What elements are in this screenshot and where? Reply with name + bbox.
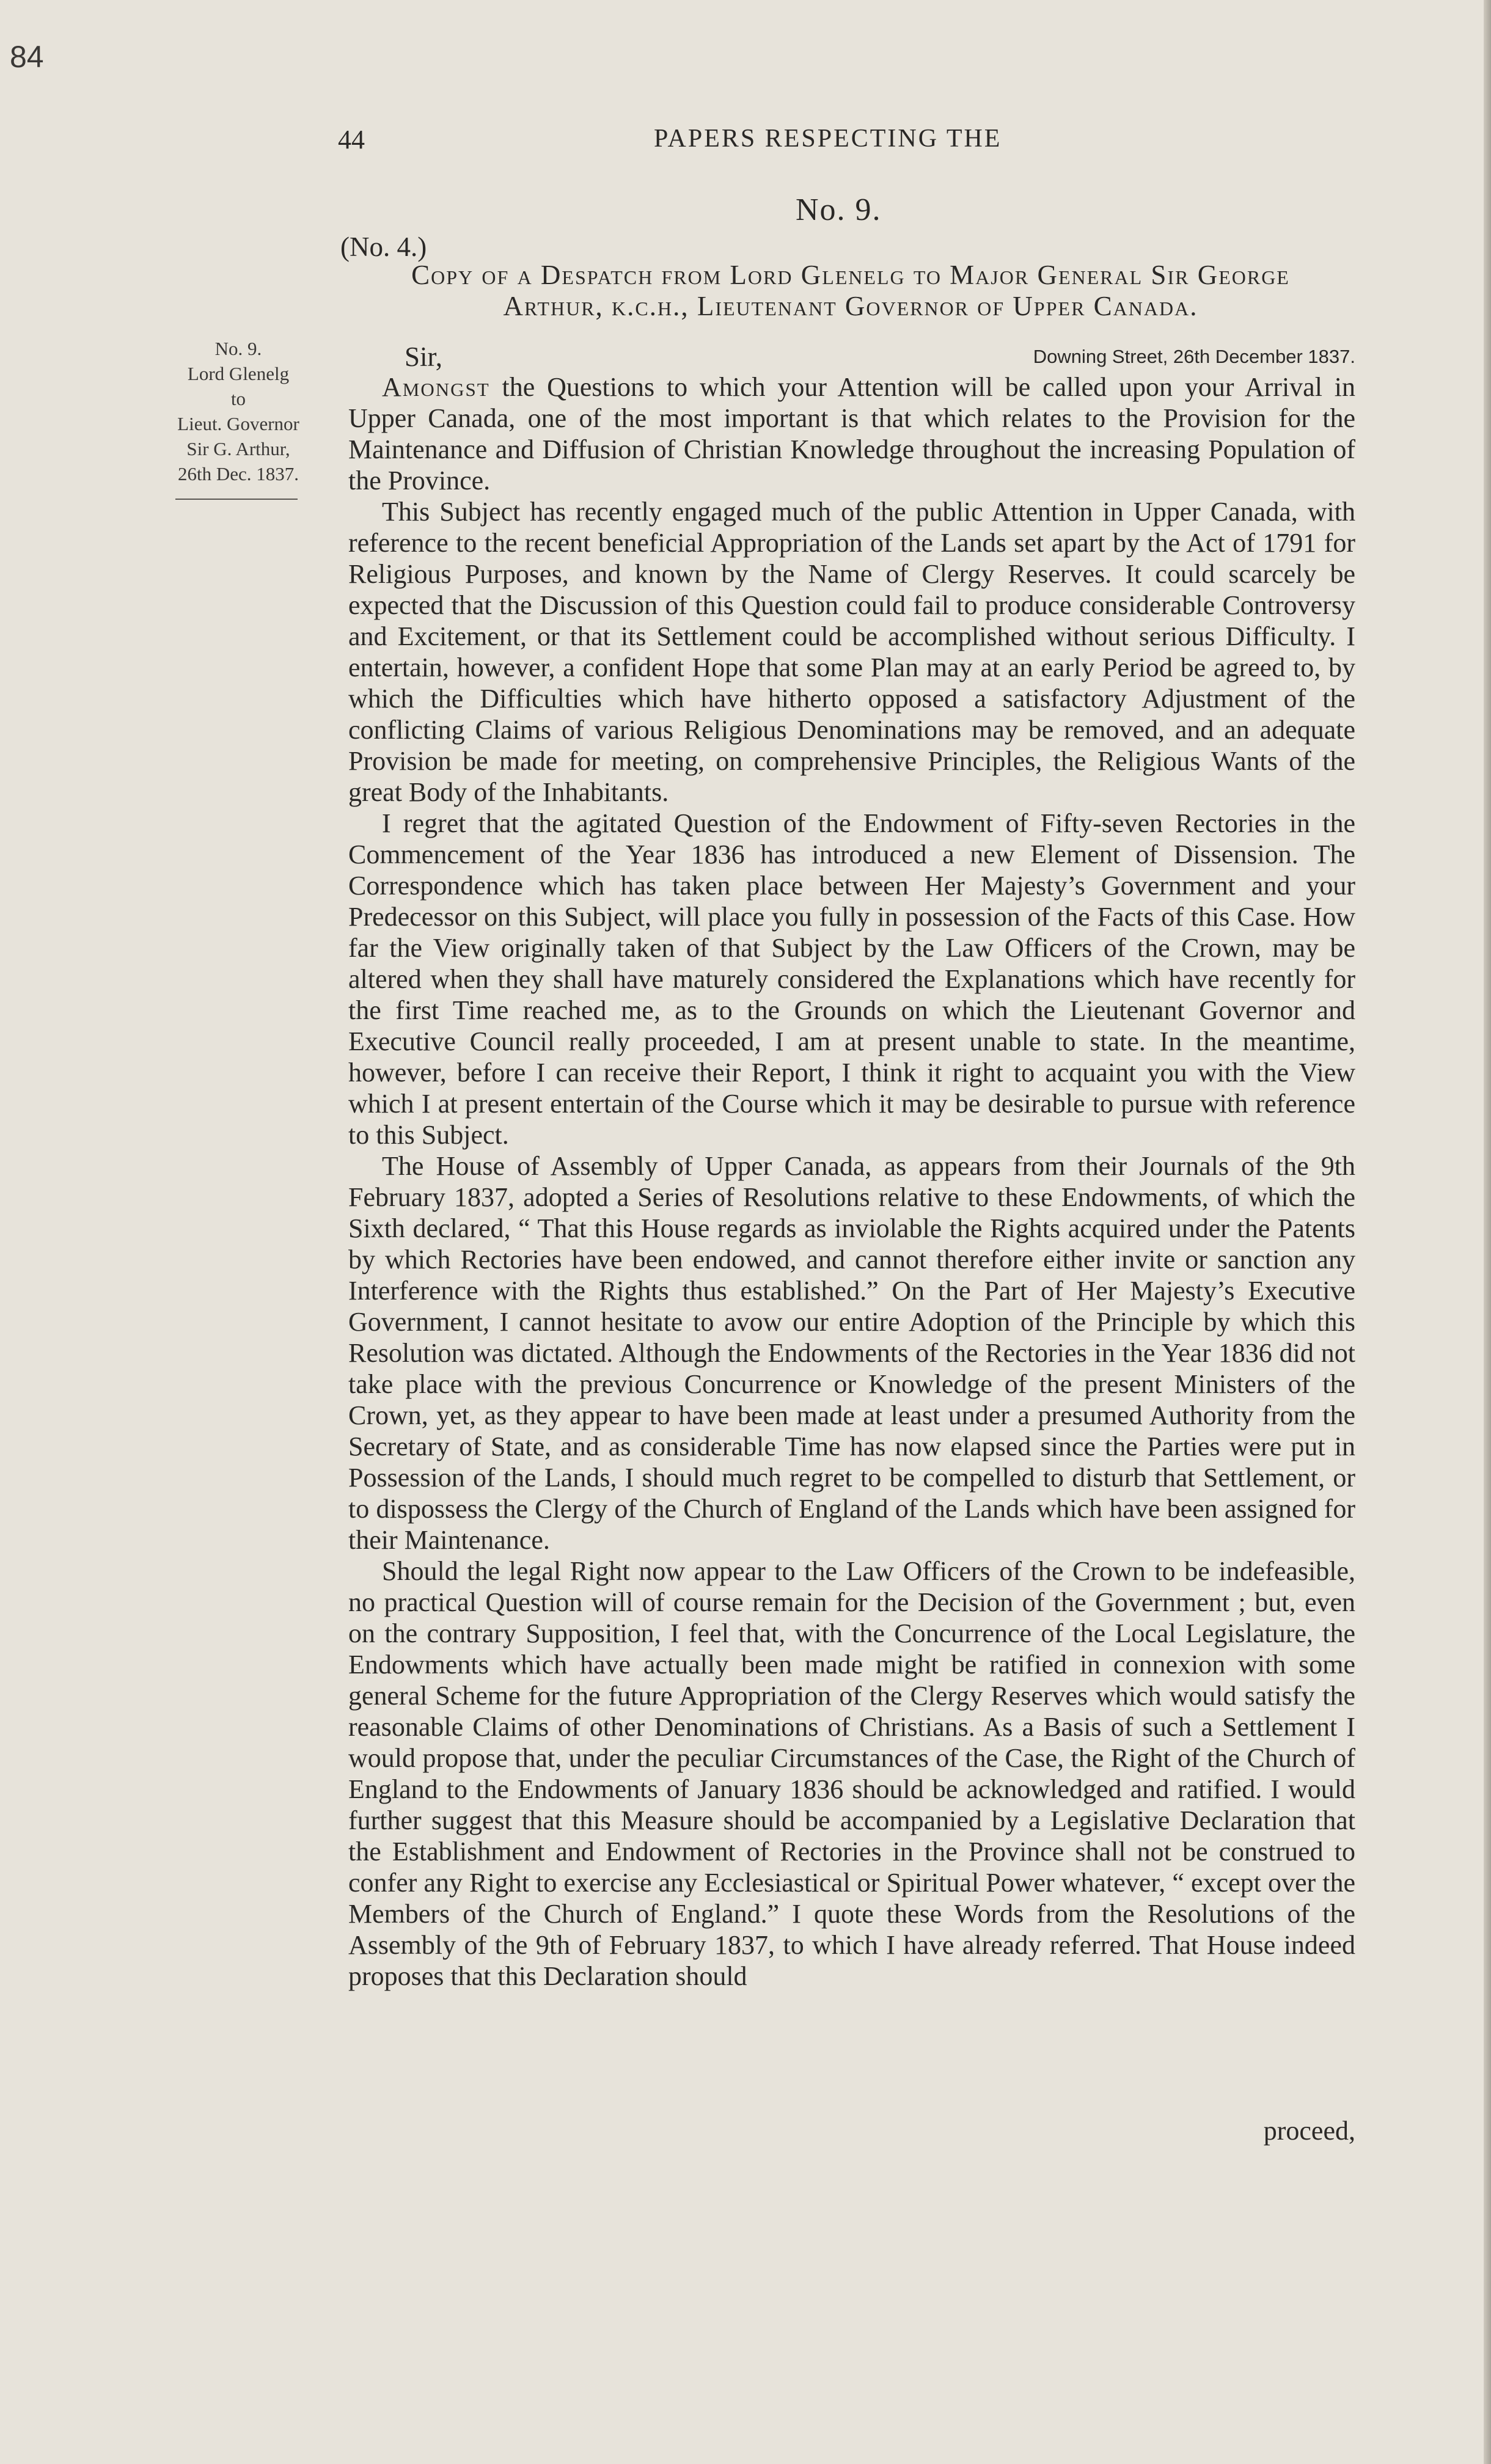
- dateline: Downing Street, 26th December 1837.: [1033, 346, 1355, 367]
- sidenote-divider: [175, 499, 298, 500]
- sidenote-line-4: Lieut. Governor: [177, 413, 299, 434]
- folio-number: 84: [10, 40, 44, 74]
- document-number: No. 9.: [796, 192, 882, 227]
- margin-sidenote: [144, 336, 333, 486]
- document-title-line-1: Copy of a Despatch from Lord Glenelg to Major General Sir George: [411, 260, 1290, 290]
- running-head: [338, 124, 1358, 161]
- paragraph-4: The House of Assembly of Upper Canada, as appears from their Journals of the 9th February 1837, adopted a Series of Resolutions relative to these Endowments, of which the Sixth declared, “ That this House regards as inviolable the Rights acquired under the Patents by which Rectories have been endowed, and cannot therefore either invite or sanction any Interference with the Rights thus established.” On the Part of Her Majesty’s Executive Government, I cannot hesitate to avow our entire Adoption of the Principle by which this Resolution was dictated. Although the Endowments of the Rectories in the Year 1836 did not take place with the previous Concurrence or Knowledge of the present Ministers of the Crown, yet, as they appear to have been made at least under a presumed Authority from the Secretary of State, and as considerable Time has now elapsed since the Parties were put in Possession of the Lands, I should much regret to be compelled to disturb that Settlement, or to dispossess the Clergy of the Church of England of the Lands which have been assigned for their Maintenance.: [348, 1151, 1355, 1555]
- paragraph-1-lead: Amongst: [382, 372, 490, 402]
- sidenote-line-1: No. 9.: [214, 338, 262, 359]
- sidenote-line-3: to: [230, 388, 246, 409]
- sidenote-line-5: Sir G. Arthur,: [186, 438, 290, 459]
- paragraph-5: Should the legal Right now appear to the Law Officers of the Crown to be indefeasible, no practical Question will of course remain for the Decision of the Government ; but, even on the contrary Supposition, I feel that, with the Concurrence of the Local Legislature, the Endowments which have actually been made might be ratified in connexion with some general Scheme for the future Appropriation of the Clergy Reserves which would satisfy the reasonable Claims of other Denominations of Christians. As a Basis of such a Settlement I would propose that, under the peculiar Circumstances of the Case, the Right of the Church of England to the Endowments of January 1836 should be acknowledged and ratified. I would further suggest that this Measure should be accompanied by a Legislative Declaration that the Establishment and Endowment of Rectories in the Province shall not be construed to confer any Right to exercise any Ecclesiastical or Spiritual Power whatever, “ except over the Members of the Church of England.” I quote these Words from the Resolutions of the Assembly of the 9th of February 1837, to which I have already referred. That House indeed proposes that this Declaration should: [348, 1556, 1355, 1991]
- salutation: Sir,: [405, 342, 442, 372]
- running-head-title: PAPERS RESPECTING THE: [654, 125, 1002, 153]
- page-edge-shadow: [1484, 0, 1491, 2464]
- paragraph-1: [348, 371, 1355, 496]
- catchword: proceed,: [1263, 2116, 1355, 2146]
- page-number: 44: [338, 125, 365, 155]
- document-title: [340, 260, 1361, 322]
- sidenote-line-6: 26th Dec. 1837.: [177, 463, 299, 484]
- salutation-row: [348, 341, 1355, 371]
- sidenote-line-2: Lord Glenelg: [187, 363, 290, 384]
- paragraph-2: This Subject has recently engaged much of the public Attention in Upper Canada, with reference to the recent beneficial Appropriation of the Lands set apart by the Act of 1791 for Religious Purposes, and known by the Name of Clergy Reserves. It could scarcely be expected that the Discussion of this Question could fail to produce considerable Controversy and Excitement, or that its Settlement could be accomplished without serious Difficulty. I entertain, however, a confident Hope that some Plan may at an early Period be agreed to, by which the Difficulties which have hitherto opposed a satisfactory Adjustment of the conflicting Claims of various Religious Denominations may be removed, and an adequate Provision be made for meeting, on comprehensive Principles, the Religious Wants of the great Body of the Inhabitants.: [348, 497, 1355, 807]
- document-title-line-2: Arthur, k.c.h., Lieutenant Governor of Upper Canada.: [503, 291, 1198, 321]
- document-reference: (No. 4.): [340, 232, 427, 262]
- paragraph-3: I regret that the agitated Question of the Endowment of Fifty-seven Rectories in the Commencement of the Year 1836 has introduced a new Element of Dissension. The Correspondence which has taken place between Her Majesty’s Government and your Predecessor on this Subject, will place you fully in possession of the Facts of this Case. How far the View originally taken of that Subject by the Law Officers of the Crown, may be altered when they shall have maturely considered the Explanations which have recently for the first Time reached me, as to the Grounds on which the Lieutenant Governor and Executive Council really proceeded, I am at present unable to state. In the meantime, however, before I can receive their Report, I think it right to acquaint you with the View which I at present entertain of the Course which it may be desirable to pursue with reference to this Subject.: [348, 808, 1355, 1150]
- letter-body: [348, 371, 1355, 1992]
- paragraph-1-text: the Questions to which your Attention will be called upon your Arrival in Upper Canada, one of the most important is that which relates to the Provision for the Maintenance and Diffusion of Christian Knowledge throughout the increasing Population of the Province.: [348, 372, 1355, 495]
